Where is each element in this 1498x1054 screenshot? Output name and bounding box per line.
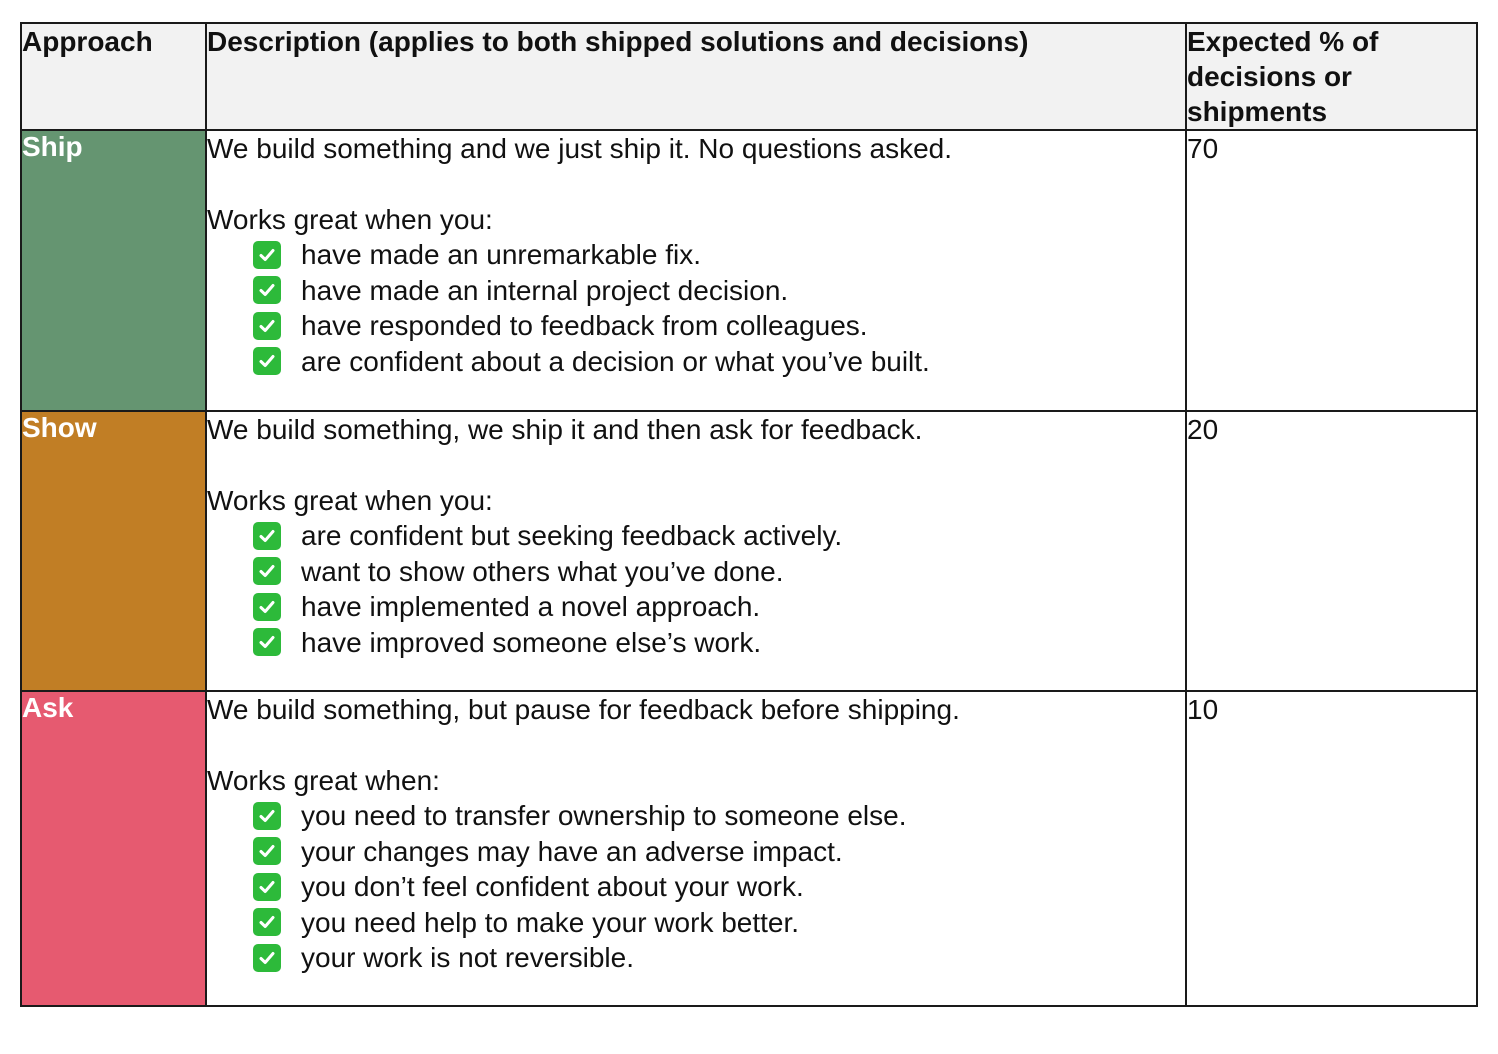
list-item: your changes may have an adverse impact. xyxy=(253,834,1185,870)
table-row-show xyxy=(21,411,1477,691)
list-item: are confident but seeking feedback actively. xyxy=(253,518,1185,554)
check-icon xyxy=(253,628,281,656)
list-item: have responded to feedback from colleagues. xyxy=(253,308,1185,344)
table-row-ask xyxy=(21,691,1477,1006)
description-intro: We build something, we ship it and then ask for feedback. xyxy=(207,414,923,445)
description-intro: We build something, but pause for feedback before shipping. xyxy=(207,694,960,725)
list-item: have improved someone else’s work. xyxy=(253,625,1185,661)
check-icon xyxy=(253,276,281,304)
list-item: have made an unremarkable fix. xyxy=(253,237,1185,273)
check-icon xyxy=(253,347,281,375)
approach-cell-show xyxy=(21,411,206,691)
description-cell-ship xyxy=(206,130,1186,411)
approach-cell-ship xyxy=(21,130,206,411)
description-cell-show xyxy=(206,411,1186,691)
percent-cell-ship: 70 xyxy=(1186,130,1477,411)
description-cell-ask xyxy=(206,691,1186,1006)
check-icon xyxy=(253,944,281,972)
percent-cell-show: 20 xyxy=(1186,411,1477,691)
check-icon xyxy=(253,873,281,901)
check-icon xyxy=(253,802,281,830)
list-item: you need help to make your work better. xyxy=(253,905,1185,941)
header-expected-percent: Expected % of decisions or shipments xyxy=(1186,23,1477,130)
header-approach: Approach xyxy=(21,23,206,130)
list-item: have implemented a novel approach. xyxy=(253,589,1185,625)
check-icon xyxy=(253,837,281,865)
header-description: Description (applies to both shipped solutions and decisions) xyxy=(206,23,1186,130)
check-icon xyxy=(253,241,281,269)
description-lead: Works great when you: xyxy=(207,484,493,516)
table-row-ship xyxy=(21,130,1477,411)
checklist xyxy=(207,518,1185,660)
check-icon xyxy=(253,522,281,550)
description-intro: We build something and we just ship it. No questions asked. xyxy=(207,133,953,164)
list-item: have made an internal project decision. xyxy=(253,273,1185,309)
description-lead: Works great when: xyxy=(207,764,440,796)
list-item: you don’t feel confident about your work. xyxy=(253,869,1185,905)
description-lead: Works great when you: xyxy=(207,203,493,235)
list-item: you need to transfer ownership to someone else. xyxy=(253,798,1185,834)
list-item: want to show others what you’ve done. xyxy=(253,554,1185,590)
list-item: are confident about a decision or what you’ve built. xyxy=(253,344,1185,380)
approach-cell-ask xyxy=(21,691,206,1006)
checklist xyxy=(207,798,1185,976)
list-item: your work is not reversible. xyxy=(253,940,1185,976)
approach-table xyxy=(20,22,1478,1007)
header-row xyxy=(21,23,1477,130)
percent-cell-ask: 10 xyxy=(1186,691,1477,1006)
check-icon xyxy=(253,593,281,621)
approach-label: Show xyxy=(22,412,97,443)
check-icon xyxy=(253,312,281,340)
approach-label: Ship xyxy=(22,131,83,162)
checklist xyxy=(207,237,1185,379)
check-icon xyxy=(253,557,281,585)
approach-label: Ask xyxy=(22,692,74,723)
check-icon xyxy=(253,908,281,936)
